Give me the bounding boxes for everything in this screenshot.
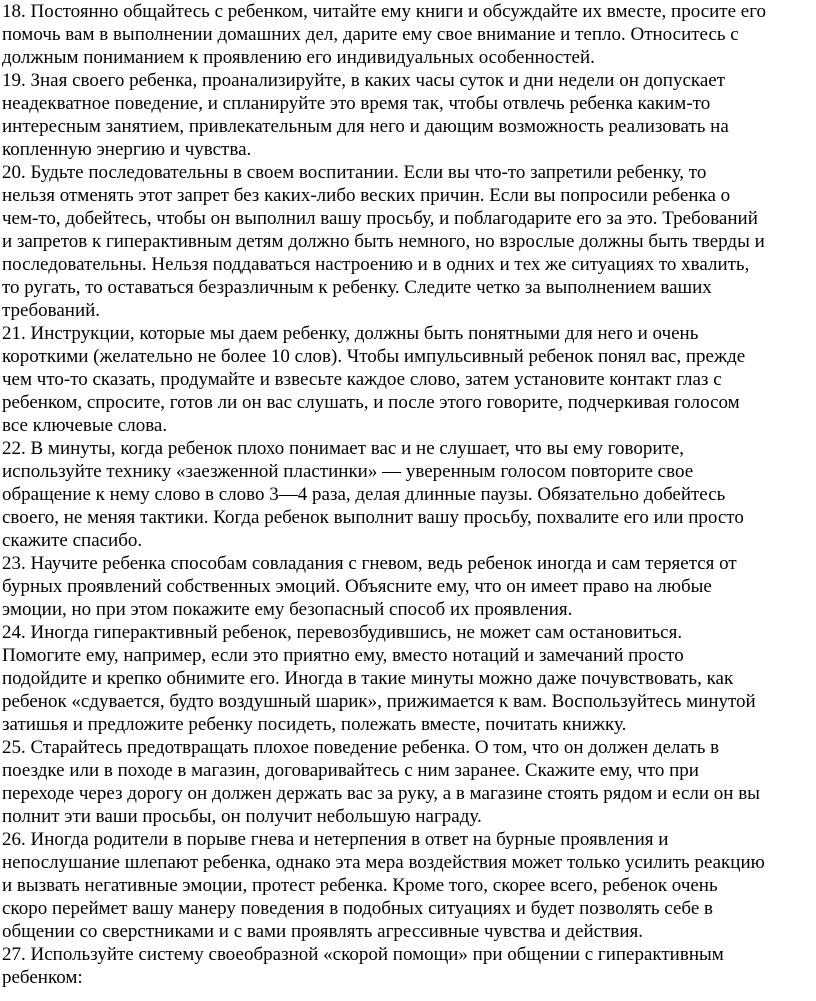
text-line: короткими (желательно не более 10 слов). Чтобы импульсивный ребенок понял вас, прежде xyxy=(2,346,746,367)
text-line: помочь вам в выполнении домашних дел, дарите ему свое внимание и тепло. Относитесь с xyxy=(2,24,739,45)
text-line: 22. В минуты, когда ребенок плохо понимает вас и не слушает, что вы ему говорите, xyxy=(2,438,685,459)
text-line: неадекватное поведение, и спланируйте это время так, чтобы отвлечь ребенка каким-то xyxy=(2,93,711,114)
text-line: ребенок «сдувается, будто воздушный шарик», прижимается к вам. Воспользуйтесь минутой xyxy=(2,691,756,712)
text-line: скажите спасибо. xyxy=(2,530,143,551)
text-line: 18. Постоянно общайтесь с ребенком, читайте ему книги и обсуждайте их вместе, просите его xyxy=(2,1,767,22)
text-line: непослушание шлепают ребенка, однако эта мера воздействия может только усилить реакцию xyxy=(2,852,765,873)
text-line: бурных проявлений собственных эмоций. Объясните ему, что он имеет право на любые xyxy=(2,576,712,597)
text-line: используйте технику «заезженной пластинки» — уверенным голосом повторите свое xyxy=(2,461,694,482)
text-line: 20. Будьте последовательны в своем воспитании. Если вы что-то запретили ребенку, то xyxy=(2,162,707,183)
text-line: скоро переймет вашу манеру поведения в подобных ситуациях и будет позволять себе в xyxy=(2,898,713,919)
text-line: 21. Инструкции, которые мы даем ребенку, должны быть понятными для него и очень xyxy=(2,323,699,344)
text-line: затишья и предложите ребенку посидеть, полежать вместе, почитать книжку. xyxy=(2,714,627,735)
text-line: интересным занятием, привлекательным для него и дающим возможность реализовать на xyxy=(2,116,729,137)
text-line: и запретов к гиперактивным детям должно быть немного, но взрослые должны быть тверды и xyxy=(2,231,765,252)
text-line: 26. Иногда родители в порыве гнева и нетерпения в ответ на бурные проявления и xyxy=(2,829,669,850)
text-line: 27. Используйте систему своеобразной «скорой помощи» при общении с гиперактивным xyxy=(2,944,724,965)
text-line: 23. Научите ребенка способам совладания с гневом, ведь ребенок иногда и сам теряется от xyxy=(2,553,737,574)
text-line: ребенком, спросите, готов ли он вас слушать, и после этого говорите, подчеркивая голосом xyxy=(2,392,740,413)
text-line: требований. xyxy=(2,300,101,321)
text-line: обращение к нему слово в слово 3—4 раза, делая длинные паузы. Обязательно добейтесь xyxy=(2,484,726,505)
text-line: поездке или в походе в магазин, договаривайтесь с ним заранее. Скажите ему, что при xyxy=(2,760,699,781)
text-line: общении со сверстниками и с вами проявлять агрессивные чувства и действия. xyxy=(2,921,644,942)
text-line: 24. Иногда гиперактивный ребенок, перевозбудившись, не может сам остановиться. xyxy=(2,622,683,643)
text-line: должным пониманием к проявлению его индивидуальных особенностей. xyxy=(2,47,595,68)
text-line: своего, не меняя тактики. Когда ребенок выполнит вашу просьбу, похвалите его или просто xyxy=(2,507,744,528)
text-line: подойдите и крепко обнимите его. Иногда в такие минуты можно даже почувствовать, как xyxy=(2,668,734,689)
text-line: и вызвать негативные эмоции, протест ребенка. Кроме того, скорее всего, ребенок очень xyxy=(2,875,718,896)
text-line: копленную энергию и чувства. xyxy=(2,139,252,160)
text-line: 25. Старайтесь предотвращать плохое поведение ребенка. О том, что он должен делать в xyxy=(2,737,720,758)
text-line: чем что-то сказать, продумайте и взвесьте каждое слово, затем установите контакт глаз с xyxy=(2,369,722,390)
text-line: чем-то, добейтесь, чтобы он выполнил вашу просьбу, и поблагодарите его за это. Требований xyxy=(2,208,758,229)
text-line: все ключевые слова. xyxy=(2,415,168,436)
text-line: то ругать, то оставаться безразличным к ребенку. Следите четко за выполнением ваших xyxy=(2,277,712,298)
text-line: последовательны. Нельзя поддаваться настроению и в одних и тех же ситуациях то хвалить, xyxy=(2,254,750,275)
text-line: переходе через дорогу он должен держать вас за руку, а в магазине стоять рядом и если он вы xyxy=(2,783,760,804)
text-line: нельзя отменять этот запрет без каких-либо веских причин. Если вы попросили ребенка о xyxy=(2,185,731,206)
text-line: Помогите ему, например, если это приятно ему, вместо нотаций и замечаний просто xyxy=(2,645,684,666)
text-line: 19. Зная своего ребенка, проанализируйте, в каких часы суток и дни недели он допускает xyxy=(2,70,726,91)
text-line: ребенком: xyxy=(2,967,83,988)
text-line: эмоции, но при этом покажите ему безопасный способ их проявления. xyxy=(2,599,573,620)
text-line: полнит эти ваши просьбы, он получит небольшую награду. xyxy=(2,806,482,827)
